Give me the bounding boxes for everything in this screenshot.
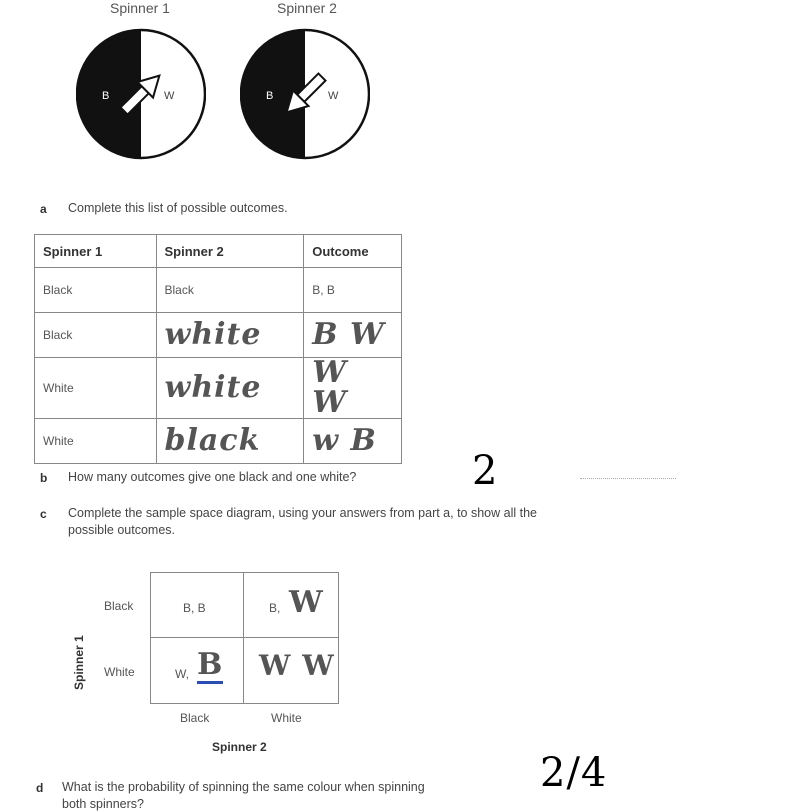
col-label-black: Black: [180, 711, 210, 725]
part-c-question-line-1: Complete the sample space diagram, using your answers from part a, to show all the: [68, 506, 537, 520]
cell-wb-printed: W,: [175, 667, 189, 681]
table-row: [35, 268, 402, 313]
x-axis-label: Spinner 2: [212, 740, 267, 754]
part-a-letter: a: [40, 202, 47, 216]
row-2-spinner-1: Black: [35, 313, 157, 358]
spinner-1-left-label: B: [102, 90, 110, 102]
part-d-letter: d: [36, 781, 44, 795]
spinner-2-left-label: B: [266, 90, 274, 102]
header-spinner-2: Spinner 2: [156, 235, 304, 268]
sample-space-grid: [150, 572, 339, 704]
row-1-outcome: B, B: [304, 268, 402, 313]
row-4-spinner-1: White: [35, 419, 157, 464]
table-row: [35, 419, 402, 464]
part-b-question: How many outcomes give one black and one white?: [68, 470, 357, 484]
part-b-letter: b: [40, 471, 48, 485]
part-d-question-line-2: both spinners?: [62, 797, 145, 811]
outcomes-table: [34, 234, 402, 464]
row-3-spinner-2-answer[interactable]: white: [156, 358, 304, 419]
row-label-white: White: [104, 665, 135, 679]
header-outcome: Outcome: [304, 235, 402, 268]
table-row: [35, 313, 402, 358]
part-d-question: What is the probability of spinning the same colour when spinning: [62, 780, 425, 794]
part-c-question-line-2: possible outcomes.: [68, 523, 176, 537]
cell-bw-printed: B,: [269, 601, 281, 615]
table-row: [35, 358, 402, 419]
header-spinner-1: Spinner 1: [35, 235, 157, 268]
col-label-white: White: [271, 711, 302, 725]
row-3-outcome-answer[interactable]: W W: [304, 358, 402, 419]
cell-wb-answer[interactable]: B: [197, 647, 224, 682]
spinner-2-title: Spinner 2: [277, 0, 337, 16]
row-4-outcome-answer[interactable]: w B: [304, 419, 402, 464]
spinner-2-graphic: [240, 28, 370, 160]
part-b-answer[interactable]: 2: [472, 448, 499, 494]
row-3-spinner-1: White: [35, 358, 157, 419]
spinner-1-title: Spinner 1: [110, 0, 170, 16]
row-2-outcome-answer[interactable]: B W: [304, 313, 402, 358]
cell-bb: B, B: [183, 601, 206, 615]
spinner-2-right-label: W: [328, 90, 339, 102]
spinner-1-graphic: [76, 28, 206, 160]
row-1-spinner-2: Black: [156, 268, 304, 313]
y-axis-label: Spinner 1: [72, 635, 86, 690]
part-b-answer-line: [580, 478, 676, 479]
row-4-spinner-2-answer[interactable]: black: [156, 419, 304, 464]
spinner-1-right-label: W: [164, 90, 175, 102]
row-label-black: Black: [104, 599, 134, 613]
cell-bw-answer[interactable]: W: [289, 585, 324, 620]
part-d-answer[interactable]: 2/4: [540, 750, 608, 796]
table-header-row: [35, 235, 402, 268]
row-1-spinner-1: Black: [35, 268, 157, 313]
row-2-spinner-2-answer[interactable]: white: [156, 313, 304, 358]
part-c-letter: c: [40, 507, 47, 521]
cell-ww-answer[interactable]: W W: [259, 649, 335, 682]
part-a-question: Complete this list of possible outcomes.: [68, 201, 288, 215]
